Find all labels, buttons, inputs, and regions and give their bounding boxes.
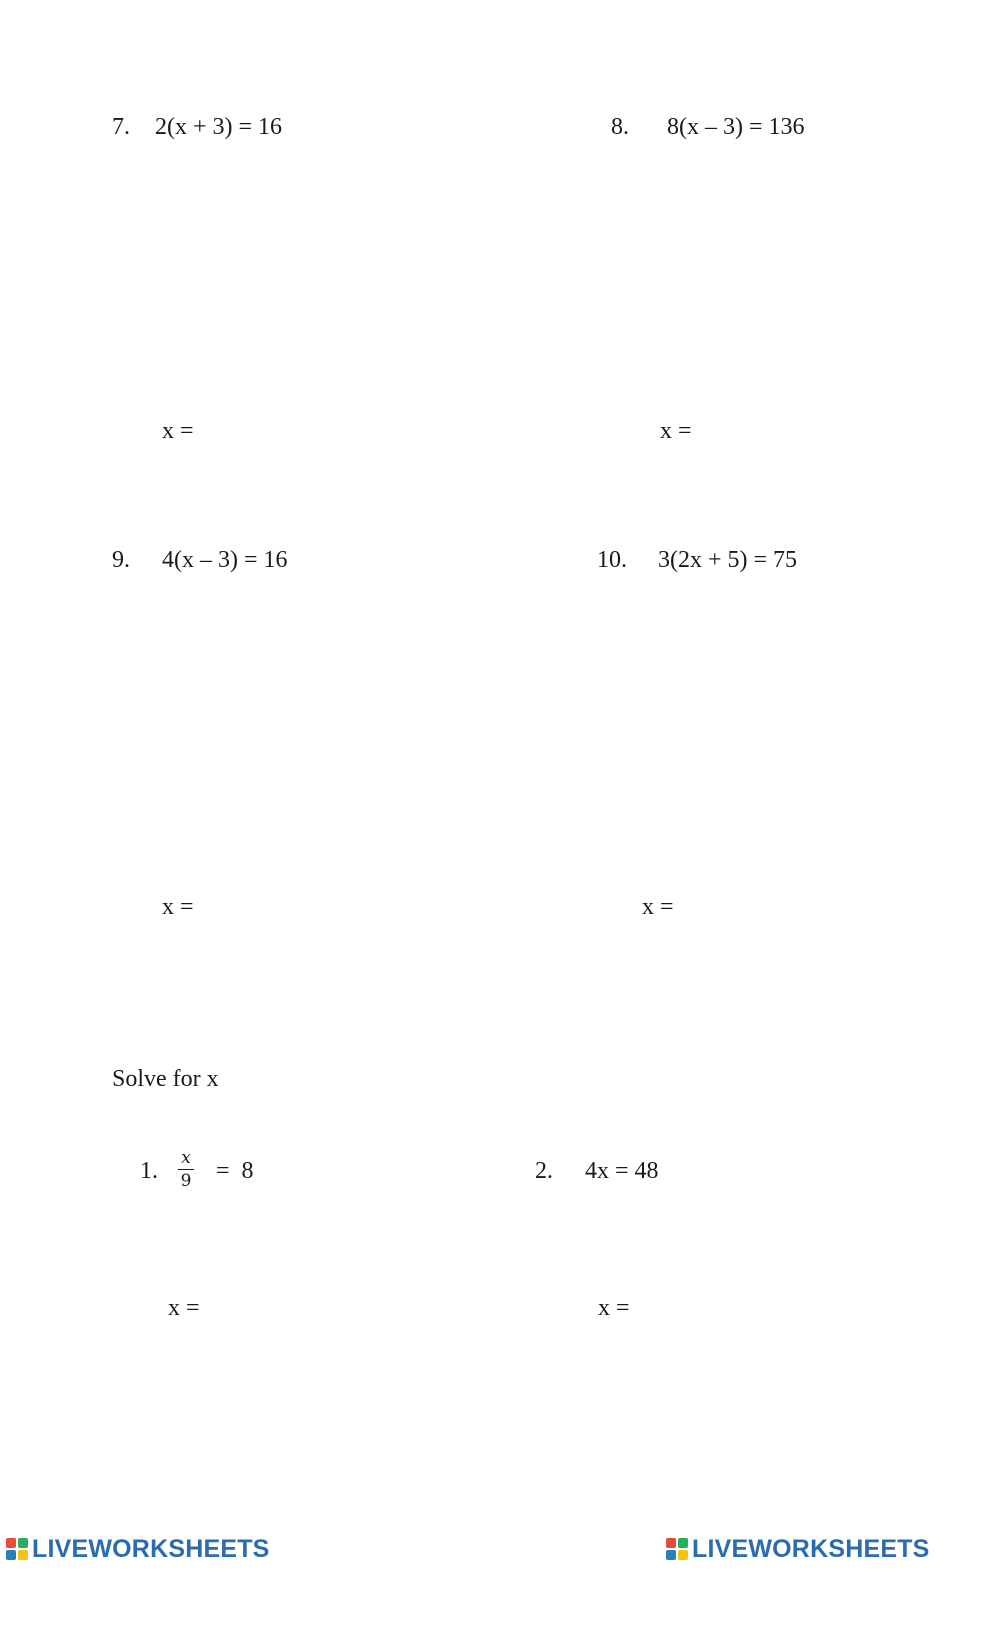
- problem-1-number: 1.: [140, 1158, 158, 1184]
- logo-tile: [18, 1538, 28, 1548]
- logo-tile: [666, 1538, 676, 1548]
- logo-tile: [678, 1538, 688, 1548]
- logo-tile: [678, 1550, 688, 1560]
- problem-8-number: 8.: [611, 114, 629, 140]
- fraction-denominator: 9: [180, 1171, 192, 1191]
- problem-2-equation: 4x = 48: [585, 1158, 659, 1184]
- problem-8-answer-label: x =: [660, 418, 692, 444]
- problem-2-number: 2.: [535, 1158, 553, 1184]
- section-heading: Solve for x: [112, 1066, 219, 1092]
- logo-tile: [6, 1550, 16, 1560]
- problem-7-number: 7.: [112, 114, 130, 140]
- logo-tile: [6, 1538, 16, 1548]
- liveworksheets-wordmark: LIVEWORKSHEETS: [692, 1535, 930, 1563]
- problem-8-equation: 8(x – 3) = 136: [667, 114, 805, 140]
- problem-9-answer-label: x =: [162, 894, 194, 920]
- logo-tile: [18, 1550, 28, 1560]
- fraction-bar: [178, 1169, 194, 1170]
- problem-7-answer-label: x =: [162, 418, 194, 444]
- problem-7-equation: 2(x + 3) = 16: [155, 114, 283, 140]
- liveworksheets-logo-left: [6, 1534, 270, 1564]
- problem-10-equation: 3(2x + 5) = 75: [658, 547, 798, 573]
- problem-9-equation: 4(x – 3) = 16: [162, 547, 288, 573]
- liveworksheets-logo-right: [666, 1534, 930, 1564]
- problem-9-number: 9.: [112, 547, 130, 573]
- problem-10-number: 10.: [597, 547, 627, 573]
- problem-1-equation-rest: = 8: [216, 1158, 254, 1184]
- problem-2-answer-label: x =: [598, 1295, 630, 1321]
- liveworksheets-wordmark: LIVEWORKSHEETS: [32, 1535, 270, 1563]
- problem-1-answer-label: x =: [168, 1295, 200, 1321]
- liveworksheets-logo-icon: [666, 1538, 688, 1560]
- fraction-numerator: x: [181, 1148, 191, 1168]
- logo-tile: [666, 1550, 676, 1560]
- liveworksheets-logo-icon: [6, 1538, 28, 1560]
- problem-10-answer-label: x =: [642, 894, 674, 920]
- problem-1-fraction: [178, 1149, 194, 1190]
